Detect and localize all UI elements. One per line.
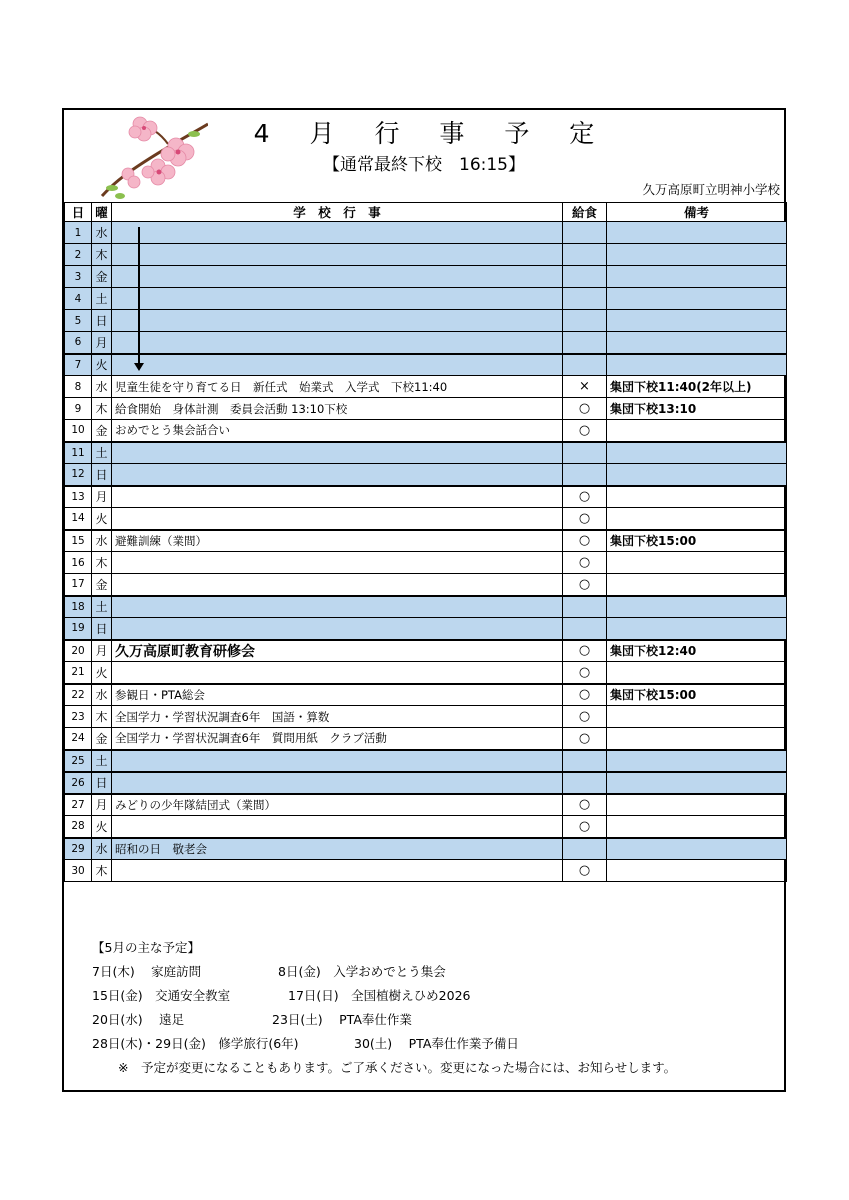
note-cell <box>607 706 787 728</box>
event-cell <box>112 442 563 464</box>
note-cell: 集団下校15:00 <box>607 530 787 552</box>
note-cell <box>607 596 787 618</box>
note-cell <box>607 574 787 596</box>
event-cell <box>112 816 563 838</box>
event-cell <box>112 552 563 574</box>
event-cell <box>112 508 563 530</box>
note-cell <box>607 794 787 816</box>
note-cell: 集団下校11:40(2年以上) <box>607 376 787 398</box>
day-cell: 9 <box>65 398 92 420</box>
event-cell <box>112 222 563 244</box>
lunch-cell: ○ <box>563 728 607 750</box>
table-row <box>65 860 787 882</box>
lunch-cell <box>563 464 607 486</box>
day-cell: 6 <box>65 332 92 354</box>
note-cell: 集団下校15:00 <box>607 684 787 706</box>
note-cell <box>607 750 787 772</box>
note-cell <box>607 244 787 266</box>
table-row <box>65 244 787 266</box>
day-cell: 12 <box>65 464 92 486</box>
lunch-cell: ○ <box>563 420 607 442</box>
may-item: 17日(日) 全国植樹えひめ2026 <box>288 988 471 1003</box>
table-row <box>65 618 787 640</box>
table-row <box>65 508 787 530</box>
lunch-cell: ○ <box>563 552 607 574</box>
day-cell: 10 <box>65 420 92 442</box>
table-row <box>65 398 787 420</box>
note-cell <box>607 332 787 354</box>
day-cell: 27 <box>65 794 92 816</box>
day-cell: 18 <box>65 596 92 618</box>
weekday-cell: 日 <box>92 618 112 640</box>
day-cell: 17 <box>65 574 92 596</box>
table-row <box>65 750 787 772</box>
note-cell <box>607 420 787 442</box>
weekday-cell: 火 <box>92 354 112 376</box>
lunch-cell <box>563 244 607 266</box>
note-cell <box>607 552 787 574</box>
day-cell: 16 <box>65 552 92 574</box>
day-cell: 23 <box>65 706 92 728</box>
lunch-cell: ○ <box>563 816 607 838</box>
lunch-cell <box>563 310 607 332</box>
table-row <box>65 530 787 552</box>
weekday-cell: 土 <box>92 288 112 310</box>
event-cell <box>112 310 563 332</box>
note-cell <box>607 618 787 640</box>
event-cell <box>112 266 563 288</box>
page-subtitle: 【通常最終下校 16:15】 <box>323 155 525 175</box>
event-cell <box>112 332 563 354</box>
event-cell: 全国学力・学習状況調査6年 国語・算数 <box>112 706 563 728</box>
may-line <box>92 1008 676 1032</box>
event-cell: 昭和の日 敬老会 <box>112 838 563 860</box>
note-cell <box>607 310 787 332</box>
note-cell <box>607 860 787 882</box>
weekday-cell: 月 <box>92 794 112 816</box>
note-cell <box>607 486 787 508</box>
day-cell: 22 <box>65 684 92 706</box>
weekday-cell: 月 <box>92 640 112 662</box>
table-row <box>65 552 787 574</box>
weekday-cell: 金 <box>92 266 112 288</box>
weekday-cell: 水 <box>92 530 112 552</box>
lunch-cell: ○ <box>563 860 607 882</box>
weekday-cell: 日 <box>92 310 112 332</box>
weekday-cell: 金 <box>92 420 112 442</box>
table-row <box>65 442 787 464</box>
note-cell <box>607 266 787 288</box>
day-cell: 4 <box>65 288 92 310</box>
note-cell <box>607 354 787 376</box>
day-cell: 7 <box>65 354 92 376</box>
lunch-cell <box>563 288 607 310</box>
event-cell: みどりの少年隊結団式（業間） <box>112 794 563 816</box>
weekday-cell: 土 <box>92 750 112 772</box>
day-cell: 28 <box>65 816 92 838</box>
lunch-cell: ○ <box>563 794 607 816</box>
event-cell <box>112 772 563 794</box>
schedule-sheet <box>62 108 786 1092</box>
column-header-weekday: 曜 <box>92 203 112 222</box>
lunch-cell: ○ <box>563 530 607 552</box>
lunch-cell: ○ <box>563 508 607 530</box>
lunch-cell <box>563 838 607 860</box>
weekday-cell: 日 <box>92 772 112 794</box>
weekday-cell: 火 <box>92 508 112 530</box>
table-row <box>65 222 787 244</box>
day-cell: 26 <box>65 772 92 794</box>
lunch-cell <box>563 618 607 640</box>
lunch-cell: ○ <box>563 486 607 508</box>
may-item: 7日(木) 家庭訪問 <box>92 964 202 979</box>
weekday-cell: 火 <box>92 662 112 684</box>
change-notice: ※ 予定が変更になることもあります。ご了承ください。変更になった場合には、お知らせします。 <box>118 1060 677 1075</box>
lunch-cell: ○ <box>563 684 607 706</box>
table-row <box>65 310 787 332</box>
weekday-cell: 木 <box>92 860 112 882</box>
lunch-cell <box>563 266 607 288</box>
lunch-cell <box>563 772 607 794</box>
event-cell: 久万高原町教育研修会 <box>112 640 563 662</box>
may-item: 23日(土) PTA奉仕作業 <box>272 1012 412 1027</box>
day-cell: 14 <box>65 508 92 530</box>
lunch-cell: ○ <box>563 574 607 596</box>
weekday-cell: 水 <box>92 222 112 244</box>
day-cell: 8 <box>65 376 92 398</box>
weekday-cell: 金 <box>92 574 112 596</box>
event-cell: 避難訓練（業間） <box>112 530 563 552</box>
day-cell: 11 <box>65 442 92 464</box>
table-row <box>65 838 787 860</box>
day-cell: 25 <box>65 750 92 772</box>
table-row <box>65 574 787 596</box>
day-cell: 24 <box>65 728 92 750</box>
lunch-cell <box>563 596 607 618</box>
weekday-cell: 土 <box>92 442 112 464</box>
note-cell: 集団下校13:10 <box>607 398 787 420</box>
lunch-cell <box>563 354 607 376</box>
event-cell <box>112 464 563 486</box>
event-cell <box>112 574 563 596</box>
table-row <box>65 288 787 310</box>
event-cell: 参観日・PTA総会 <box>112 684 563 706</box>
event-cell <box>112 244 563 266</box>
table-header-row <box>65 203 787 222</box>
may-line <box>92 960 676 984</box>
lunch-cell <box>563 222 607 244</box>
day-cell: 19 <box>65 618 92 640</box>
lunch-cell <box>563 750 607 772</box>
weekday-cell: 水 <box>92 376 112 398</box>
weekday-cell: 木 <box>92 706 112 728</box>
table-row <box>65 464 787 486</box>
note-cell <box>607 508 787 530</box>
event-cell: 給食開始 身体計測 委員会活動 13:10下校 <box>112 398 563 420</box>
day-cell: 3 <box>65 266 92 288</box>
may-heading: 【5月の主な予定】 <box>92 940 200 955</box>
note-cell <box>607 222 787 244</box>
may-item: 15日(金) 交通安全教室 <box>92 988 231 1003</box>
table-row <box>65 596 787 618</box>
lunch-cell: ○ <box>563 706 607 728</box>
lunch-cell <box>563 332 607 354</box>
event-cell <box>112 618 563 640</box>
note-cell: 集団下校12:40 <box>607 640 787 662</box>
day-cell: 30 <box>65 860 92 882</box>
note-cell <box>607 772 787 794</box>
table-row <box>65 794 787 816</box>
day-cell: 2 <box>65 244 92 266</box>
table-row <box>65 706 787 728</box>
table-row <box>65 728 787 750</box>
weekday-cell: 日 <box>92 464 112 486</box>
note-cell <box>607 464 787 486</box>
event-cell <box>112 596 563 618</box>
weekday-cell: 土 <box>92 596 112 618</box>
event-cell: おめでとう集会話合い <box>112 420 563 442</box>
event-cell <box>112 288 563 310</box>
note-cell <box>607 288 787 310</box>
lunch-cell: ○ <box>563 398 607 420</box>
weekday-cell: 木 <box>92 552 112 574</box>
table-row <box>65 662 787 684</box>
weekday-cell: 木 <box>92 398 112 420</box>
note-cell <box>607 816 787 838</box>
day-cell: 20 <box>65 640 92 662</box>
day-cell: 13 <box>65 486 92 508</box>
note-cell <box>607 728 787 750</box>
may-line <box>92 984 676 1008</box>
event-cell: 全国学力・学習状況調査6年 質問用紙 クラブ活動 <box>112 728 563 750</box>
column-header-lunch: 給食 <box>563 203 607 222</box>
lunch-cell <box>563 442 607 464</box>
lunch-cell: ○ <box>563 640 607 662</box>
may-item: 30(土) PTA奉仕作業予備日 <box>354 1036 519 1051</box>
day-cell: 1 <box>65 222 92 244</box>
day-cell: 5 <box>65 310 92 332</box>
event-cell <box>112 662 563 684</box>
table-row <box>65 640 787 662</box>
table-row <box>65 266 787 288</box>
column-header-event: 学 校 行 事 <box>112 203 563 222</box>
table-row <box>65 684 787 706</box>
weekday-cell: 水 <box>92 684 112 706</box>
lunch-cell: × <box>563 376 607 398</box>
note-cell <box>607 838 787 860</box>
school-name: 久万高原町立明神小学校 <box>642 182 780 197</box>
schedule-table <box>64 202 787 882</box>
note-cell <box>607 662 787 684</box>
column-header-day: 日 <box>65 203 92 222</box>
may-schedule <box>92 936 676 1080</box>
weekday-cell: 火 <box>92 816 112 838</box>
day-cell: 15 <box>65 530 92 552</box>
column-header-note: 備考 <box>607 203 787 222</box>
table-row <box>65 420 787 442</box>
may-line <box>92 1032 676 1056</box>
weekday-cell: 月 <box>92 332 112 354</box>
table-row <box>65 376 787 398</box>
table-row <box>65 332 787 354</box>
event-cell <box>112 860 563 882</box>
note-cell <box>607 442 787 464</box>
table-row <box>65 354 787 376</box>
page-title: 4 月 行 事 予 定 <box>253 119 611 148</box>
weekday-cell: 水 <box>92 838 112 860</box>
table-row <box>65 816 787 838</box>
event-cell <box>112 354 563 376</box>
arrow-down-icon <box>134 363 144 371</box>
weekday-cell: 金 <box>92 728 112 750</box>
day-cell: 21 <box>65 662 92 684</box>
may-item: 20日(水) 遠足 <box>92 1012 185 1027</box>
event-cell <box>112 750 563 772</box>
may-item: 8日(金) 入学おめでとう集会 <box>278 964 446 979</box>
may-item: 28日(木)・29日(金) 修学旅行(6年) <box>92 1036 299 1051</box>
weekday-cell: 月 <box>92 486 112 508</box>
table-row <box>65 486 787 508</box>
table-row <box>65 772 787 794</box>
day-cell: 29 <box>65 838 92 860</box>
event-cell: 児童生徒を守り育てる日 新任式 始業式 入学式 下校11:40 <box>112 376 563 398</box>
lunch-cell: ○ <box>563 662 607 684</box>
continuation-arrow <box>138 227 140 365</box>
weekday-cell: 木 <box>92 244 112 266</box>
event-cell <box>112 486 563 508</box>
